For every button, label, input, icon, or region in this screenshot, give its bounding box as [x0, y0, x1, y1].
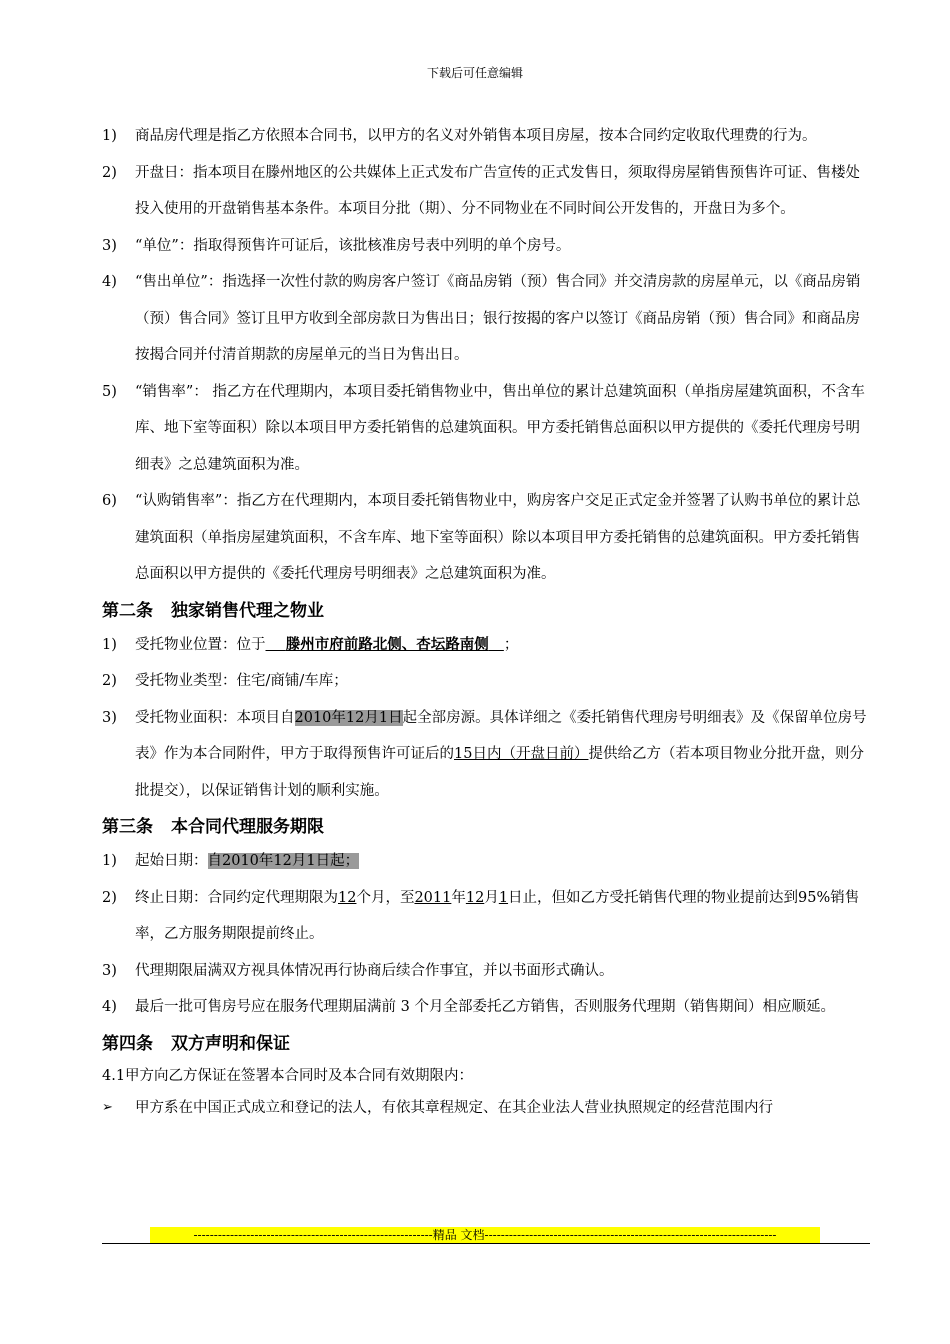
article-number: 第三条: [102, 817, 153, 837]
extension-item: [102, 989, 870, 1026]
text-part: 月: [484, 889, 499, 906]
item-number: 2): [102, 889, 117, 906]
definition-item-4: [102, 264, 870, 374]
item-number: 3): [102, 962, 117, 979]
definition-item-1: [102, 118, 870, 155]
clause-4-1: 4.1甲方向乙方保证在签署本合同时及本合同有效期限内：: [102, 1067, 474, 1084]
item-text: 受托物业类型：住宅/商铺/车库；: [135, 673, 348, 689]
article-title: 独家销售代理之物业: [171, 600, 324, 621]
item-prefix: 受托物业面积：本项目自: [135, 709, 295, 726]
article-4-heading: [102, 1028, 870, 1060]
item-number: 3): [102, 709, 117, 726]
end-year: 2011: [414, 889, 452, 906]
item-text: “单位”：指取得预售许可证后，该批核准房号表中列明的单个房号。: [135, 237, 571, 254]
end-month: 12: [465, 889, 485, 906]
article-title: 双方声明和保证: [171, 1033, 290, 1054]
item-number: 4): [102, 274, 117, 290]
footer-rule: [102, 1243, 870, 1244]
item-text: “售出单位”：指选择一次性付款的购房客户签订《商品房销（预）售合同》并交清房款的房屋单元，以《商品房销（预）售合同》签订且甲方收到全部房款日为售出日；银行按揭的客户以签订《商品房销（预）售合同》和商品房按揭合同并付清首期款的房屋单元的当日为售出日。: [135, 274, 861, 363]
item-prefix: 受托物业位置：位于: [135, 636, 266, 653]
item-text: 最后一批可售房号应在服务代理期届满前 3 个月全部委托乙方销售，否则服务代理期（销售期间）相应顺延。: [135, 999, 835, 1015]
term-months: 12: [338, 889, 357, 906]
item-number: 5): [102, 383, 117, 400]
item-text: 代理期限届满双方视具体情况再行协商后续合作事宜，并以书面形式确认。: [135, 962, 614, 979]
item-text: 开盘日：指本项目在滕州地区的公共媒体上正式发布广告宣传的正式发售日，须取得房屋销售预售许可证、售楼处投入使用的开盘销售基本条件。本项目分批（期）、分不同物业在不同时间公开发售的，开盘日为多个。: [135, 164, 860, 217]
item-middle: 起全部房源。具体详细之《委托销售代理房号明细表》及《保留单位房号表》作为本合同附件，甲方于取得预售许可证后的: [135, 709, 867, 762]
item-number: 1): [102, 853, 117, 869]
page-header: 下载后可任意编辑: [426, 66, 523, 80]
article-number: 第四条: [102, 1033, 153, 1054]
item-number: 2): [102, 164, 117, 181]
document-body: [102, 118, 870, 1124]
item-number: 4): [102, 999, 117, 1015]
item-prefix: 起始日期：: [135, 853, 208, 869]
text-part: 终止日期：合同约定代理期限为: [135, 889, 338, 906]
property-area-item: [102, 700, 870, 810]
warranty-bullet: [102, 1092, 870, 1124]
article-number: 第二条: [102, 600, 153, 621]
item-text: “认购销售率”：指乙方在代理期内，本项目委托销售物业中，购房客户交足正式定金并签署了认购书单位的累计总建筑面积（单指房屋建筑面积，不含车库、地下室等面积）除以本项目甲方委托销售的总建筑面积。甲方委托销售总面积以甲方提供的《委托代理房号明细表》之总建筑面积为准。: [135, 493, 861, 582]
definition-item-6: [102, 483, 870, 593]
highlighted-date: 2010年12月1日: [294, 709, 403, 726]
footer-banner: -----------------------------------------------------------精品 文档------------------------------------------------------------------------: [150, 1227, 820, 1243]
item-number: 1): [102, 128, 117, 144]
renewal-item: [102, 953, 870, 990]
text-part: 个月，至: [356, 889, 415, 906]
start-date-item: [102, 843, 870, 880]
definition-item-3: [102, 228, 870, 265]
property-location-item: [102, 627, 870, 664]
item-text: “销售率”： 指乙方在代理期内，本项目委托销售物业中，售出单位的累计总建筑面积（单指房屋建筑面积，不含车库、地下室等面积）除以本项目甲方委托销售的总建筑面积。甲方委托销售总面积以甲方提供的《委托代理房号明细表》之总建筑面积为准。: [135, 383, 865, 473]
item-suffix: ；: [503, 636, 519, 653]
article-3-heading: [102, 811, 870, 843]
property-location: 滕州市府前路北侧、杏坛路南侧: [285, 636, 489, 653]
text-part: 年: [451, 889, 466, 906]
bullet-text: 甲方系在中国正式成立和登记的法人，有依其章程规定、在其企业法人营业执照规定的经营范围内行: [135, 1099, 773, 1116]
end-day: 1: [498, 889, 509, 906]
item-suffix: 提供给乙方（若本项目物业分批开盘，则分批提交），以保证销售计划的顺利实施。: [135, 746, 864, 799]
arrow-bullet-icon: ➢: [102, 1099, 113, 1115]
item-number: 2): [102, 673, 117, 689]
definition-item-5: [102, 374, 870, 484]
definition-item-2: [102, 155, 870, 228]
text-part: 日止，但如乙方受托销售代理的物业提前达到95%销售率，乙方服务期限提前终止。: [135, 889, 860, 942]
property-type-item: [102, 663, 870, 700]
item-number: 1): [102, 636, 117, 653]
article-title: 本合同代理服务期限: [171, 817, 324, 837]
definitions-list: [102, 118, 870, 593]
item-text: 商品房代理是指乙方依照本合同书，以甲方的名义对外销售本项目房屋，按本合同约定收取代理费的行为。: [135, 128, 817, 144]
article-2-heading: [102, 595, 870, 627]
end-date-item: [102, 880, 870, 953]
item-number: 3): [102, 237, 117, 254]
deadline-text: 15日内（开盘日前）: [454, 746, 589, 762]
highlighted-start-date: 自2010年12月1日起；: [207, 853, 360, 869]
item-number: 6): [102, 493, 117, 509]
